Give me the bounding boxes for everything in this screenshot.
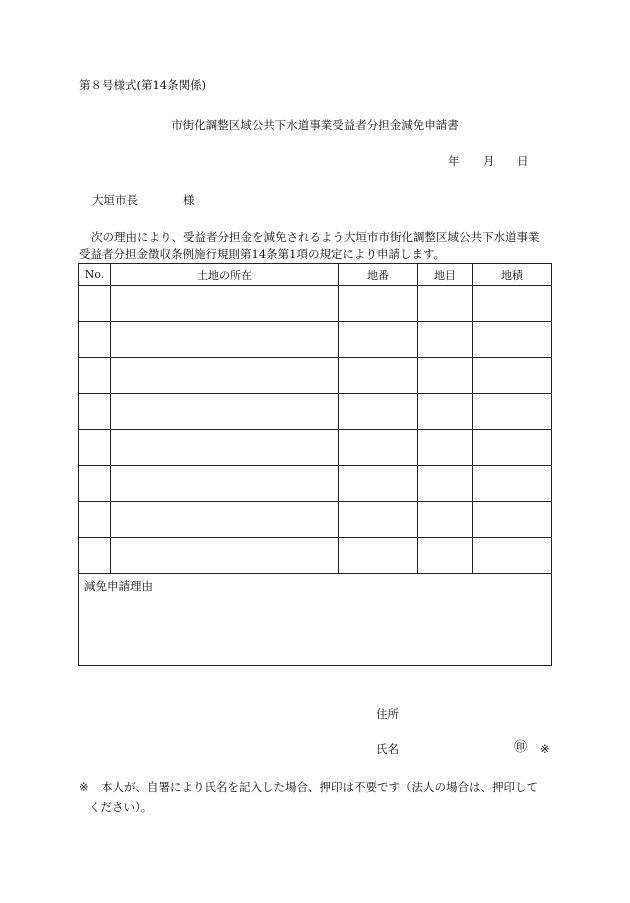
land-category-cell[interactable] [418, 502, 473, 538]
lot-number-cell[interactable] [339, 538, 418, 574]
land-category-cell[interactable] [418, 322, 473, 358]
reason-box[interactable] [78, 573, 552, 666]
column-header-no: No. [79, 264, 111, 286]
table-row [79, 466, 552, 502]
land-category-cell[interactable] [418, 430, 473, 466]
lot-number-cell[interactable] [339, 466, 418, 502]
location-cell[interactable] [111, 322, 339, 358]
table-row [79, 430, 552, 466]
table-row [79, 502, 552, 538]
land-category-cell[interactable] [418, 358, 473, 394]
note-text-line-1: 本人が、自署により氏名を記入した場合、押印は不要です（法人の場合は、押印して [101, 780, 538, 794]
column-header-lot-number: 地番 [339, 264, 418, 286]
area-cell[interactable] [473, 430, 552, 466]
document-title: 市街化調整区域公共下水道事業受益者分担金減免申請書 [171, 118, 459, 132]
area-cell[interactable] [473, 466, 552, 502]
lot-number-cell[interactable] [339, 286, 418, 322]
no-cell[interactable] [79, 502, 111, 538]
no-cell[interactable] [79, 466, 111, 502]
note-text-line-2: ください）。 [89, 800, 153, 814]
body-text-line-2: 受益者分担金徴収条例施行規則第14条第1項の規定により申請します。 [79, 247, 446, 261]
no-cell[interactable] [79, 394, 111, 430]
location-cell[interactable] [111, 394, 339, 430]
land-category-cell[interactable] [418, 466, 473, 502]
location-cell[interactable] [111, 430, 339, 466]
area-cell[interactable] [473, 394, 552, 430]
table-row [79, 322, 552, 358]
body-text-line-1: 次の理由により、受益者分担金を減免されるよう大垣市市街化調整区域公共下水道事業 [91, 230, 540, 244]
no-cell[interactable] [79, 430, 111, 466]
area-cell[interactable] [473, 502, 552, 538]
land-category-cell[interactable] [418, 394, 473, 430]
no-cell[interactable] [79, 286, 111, 322]
table-header-row [79, 264, 552, 286]
area-cell[interactable] [473, 358, 552, 394]
land-table [78, 263, 552, 574]
location-cell[interactable] [111, 502, 339, 538]
lot-number-cell[interactable] [339, 430, 418, 466]
area-cell[interactable] [473, 322, 552, 358]
area-cell[interactable] [473, 286, 552, 322]
reason-label: 減免申請理由 [84, 579, 153, 593]
seal-icon: ㊞ [514, 740, 528, 755]
lot-number-cell[interactable] [339, 394, 418, 430]
date-year-label: 年 [448, 154, 460, 168]
addressee-honorific: 様 [183, 193, 195, 207]
location-cell[interactable] [111, 538, 339, 574]
location-cell[interactable] [111, 286, 339, 322]
location-cell[interactable] [111, 466, 339, 502]
column-header-land-category: 地目 [418, 264, 473, 286]
land-category-cell[interactable] [418, 286, 473, 322]
column-header-location: 土地の所在 [111, 264, 339, 286]
note-asterisk: ※ [79, 780, 89, 794]
addressee-name: 大垣市長 [92, 193, 138, 207]
address-label: 住所 [376, 707, 399, 721]
column-header-area: 地積 [473, 264, 552, 286]
form-number: 第８号様式(第14条関係) [79, 78, 207, 92]
no-cell[interactable] [79, 358, 111, 394]
no-cell[interactable] [79, 322, 111, 358]
table-row [79, 538, 552, 574]
area-cell[interactable] [473, 538, 552, 574]
land-category-cell[interactable] [418, 538, 473, 574]
no-cell[interactable] [79, 538, 111, 574]
lot-number-cell[interactable] [339, 322, 418, 358]
lot-number-cell[interactable] [339, 358, 418, 394]
location-cell[interactable] [111, 358, 339, 394]
land-table-body [79, 286, 552, 574]
table-row [79, 394, 552, 430]
lot-number-cell[interactable] [339, 502, 418, 538]
table-row [79, 286, 552, 322]
name-label: 氏名 [376, 742, 399, 756]
date-day-label: 日 [517, 154, 529, 168]
asterisk-mark: ※ [540, 742, 550, 756]
date-month-label: 月 [483, 154, 495, 168]
table-row [79, 358, 552, 394]
